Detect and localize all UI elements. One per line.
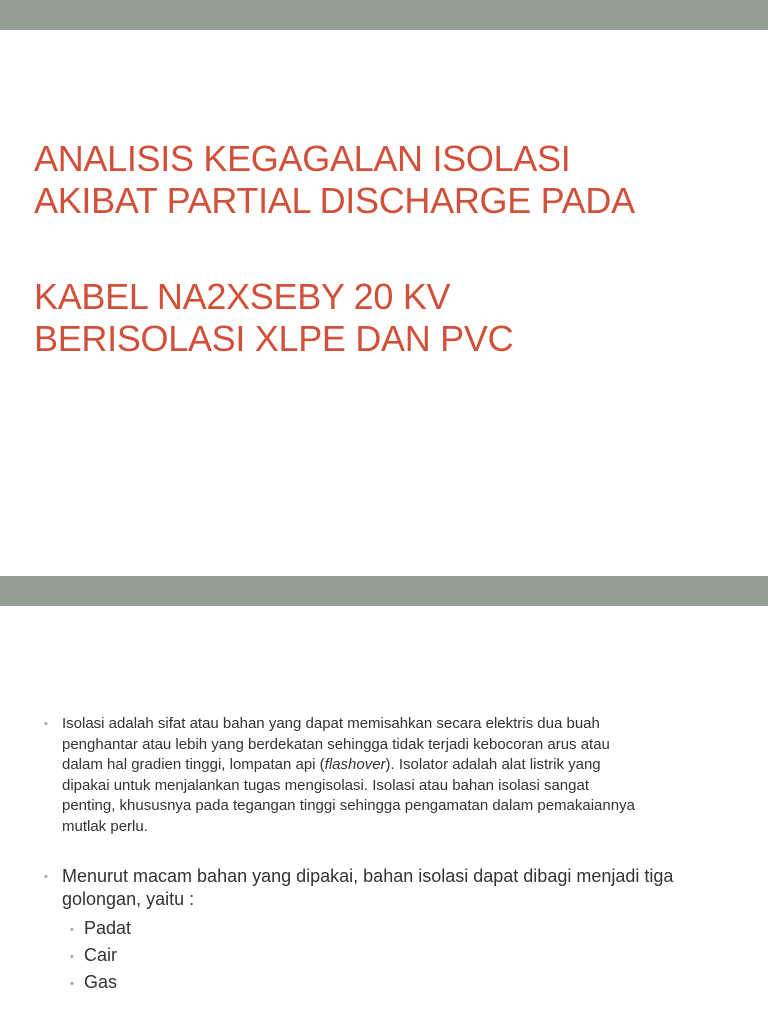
paragraph-line: penghantar atau lebih yang berdekatan sehingga tidak terjadi kebocoran arus atau	[62, 735, 610, 753]
title-line: BERISOLASI XLPE DAN PVC	[34, 318, 514, 359]
paragraph-text: dalam hal gradien tinggi, lompatan api (	[62, 756, 325, 773]
paragraph-line: penting, khususnya pada tegangan tinggi sehingga pengamatan dalam pemakaiannya	[62, 797, 635, 814]
bullet-icon: •	[70, 924, 74, 936]
title-block-1	[34, 138, 754, 222]
paragraph-text: ). Isolator adalah alat listrik yang	[385, 756, 601, 773]
top-divider-bar	[0, 0, 768, 30]
slide-divider-bar	[0, 576, 768, 606]
bullet-golongan	[44, 865, 734, 996]
flashover-term: flashover	[324, 756, 386, 773]
bullet-icon: •	[44, 718, 48, 730]
sub-item-label: Gas	[84, 972, 118, 992]
sub-item-label: Cair	[84, 945, 118, 965]
bullet-icon: •	[70, 951, 74, 963]
sub-item-gas	[62, 969, 734, 996]
slide-title	[34, 138, 754, 360]
paragraph-line: dipakai untuk menjalankan tugas mengisolasi. Isolasi atau bahan isolasi sangat	[62, 776, 589, 794]
bullet-line: golongan, yaitu :	[62, 889, 195, 909]
paragraph-line	[62, 755, 734, 776]
paragraph-line: mutlak perlu.	[62, 817, 148, 835]
title-line: KABEL NA2XSEBY 20 KV	[34, 276, 451, 317]
sub-item-padat	[62, 915, 734, 942]
bullet-line: Menurut macam bahan yang dipakai, bahan isolasi dapat dibagi menjadi tiga	[62, 866, 674, 886]
slide-body	[44, 714, 734, 996]
bullet-icon: •	[44, 871, 48, 883]
sub-item-label: Padat	[84, 918, 132, 938]
bullet-paragraph-isolasi	[44, 714, 734, 837]
sub-item-cair	[62, 942, 734, 969]
sub-list	[62, 915, 734, 996]
paragraph-line: Isolasi adalah sifat atau bahan yang dapat memisahkan secara elektris dua buah	[62, 715, 600, 732]
title-line: AKIBAT PARTIAL DISCHARGE PADA	[34, 180, 635, 221]
bullet-icon: •	[70, 978, 74, 990]
title-block-2	[34, 276, 754, 360]
title-line: ANALISIS KEGAGALAN ISOLASI	[34, 138, 571, 179]
